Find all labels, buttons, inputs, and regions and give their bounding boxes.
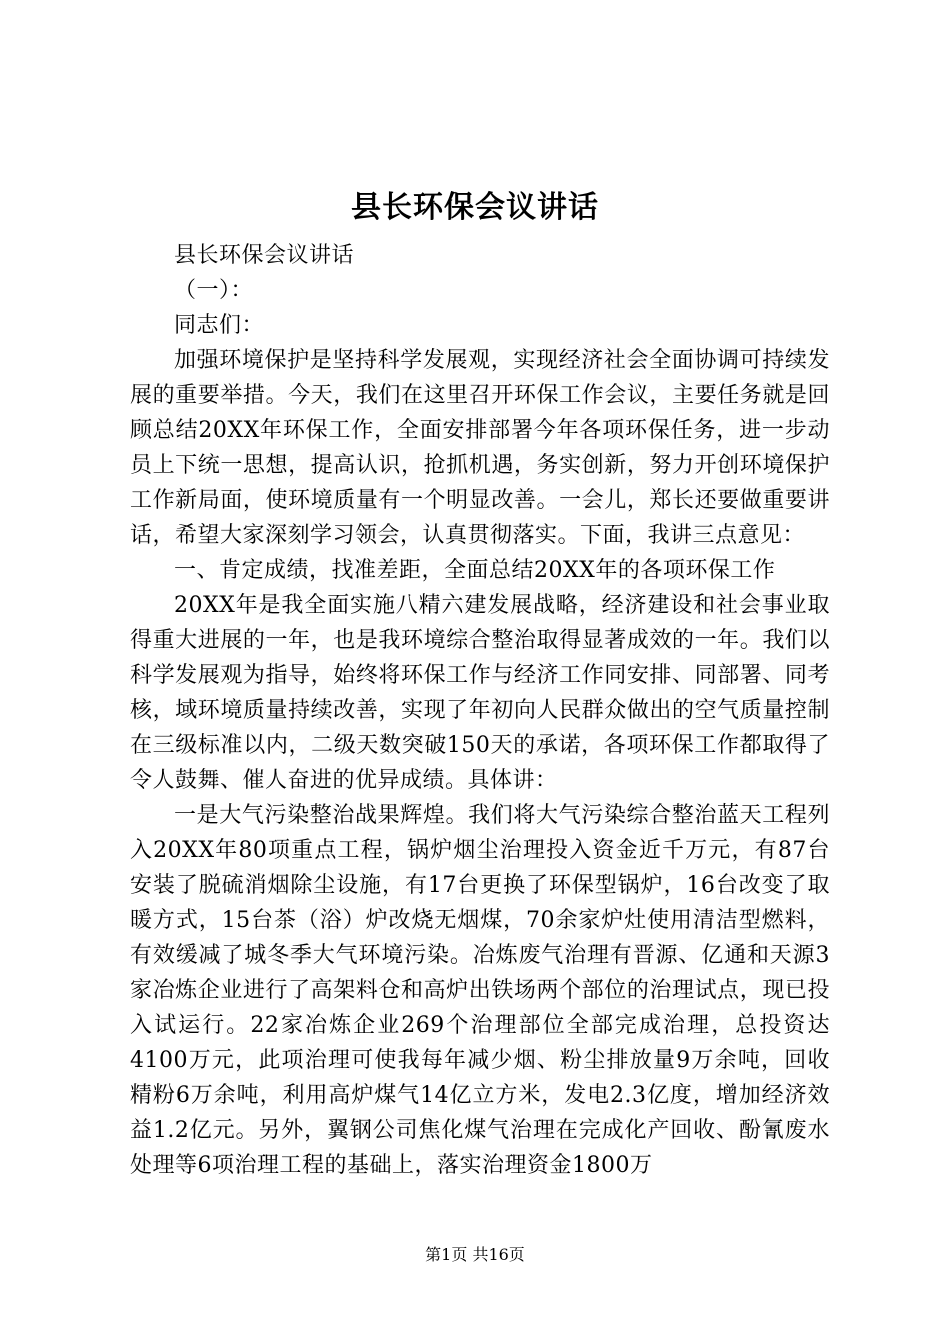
paragraph-intro: 加强环境保护是坚持科学发展观，实现经济社会全面协调可持续发展的重要举措。今天，我们在这里召开环保工作会议，主要任务就是回顾总结20XX年环保工作，全面安排部署今年各项环保任务，进一步动员上下统一思想，提高认识，抢抓机遇，务实创新，努力开创环境保护工作新局面，使环境质量有一个明显改善。一会儿，郑长还要做重要讲话，希望大家深刻学习领会，认真贯彻落实。下面，我讲三点意见： (130, 348, 830, 548)
paragraph-section-heading: 一、肯定成绩，找准差距，全面总结20XX年的各项环保工作 (174, 558, 776, 583)
paragraph-salutation: 同志们： (174, 313, 265, 338)
paragraph-air-pollution: 一是大气污染整治战果辉煌。我们将大气污染综合整治蓝天工程列入20XX年80项重点工程，锅炉烟尘治理投入资金近千万元，有87台安装了脱硫消烟除尘设施，有17台更换了环保型锅炉，16台改变了取暖方式，15台茶（浴）炉改烧无烟煤，70余家炉灶使用清洁型燃料，有效缓减了城冬季大气环境污染。冶炼废气治理有晋源、亿通和天源3家冶炼企业进行了高架料仓和高炉出铁场两个部位的治理试点，现已投入试运行。22家冶炼企业269个治理部位全部完成治理，总投资达4100万元，此项治理可使我每年减少烟、粉尘排放量9万余吨，回收精粉6万余吨，利用高炉煤气14亿立方米，发电2.3亿度，增加经济效益1.2亿元。另外，翼钢公司焦化煤气治理在完成化产回收、酚氰废水处理等6项治理工程的基础上，落实治理资金1800万 (130, 803, 830, 1178)
document-title: 县长环保会议讲话 (351, 190, 599, 225)
paragraph-section-number: （一）： (174, 278, 254, 303)
paragraph-summary: 20XX年是我全面实施八精六建发展战略，经济建设和社会事业取得重大进展的一年，也是我环境综合整治取得显著成效的一年。我们以科学发展观为指导，始终将环保工作与经济工作同安排、同部署、同考核，域环境质量持续改善，实现了年初向人民群众做出的空气质量控制在三级标准以内，二级天数突破150天的承诺，各项环保工作都取得了令人鼓舞、催人奋进的优异成绩。具体讲： (130, 593, 830, 793)
document-body (130, 238, 830, 1183)
paragraph-heading: 县长环保会议讲话 (174, 243, 355, 268)
page-footer: 第1页 共16页 (425, 1245, 525, 1264)
